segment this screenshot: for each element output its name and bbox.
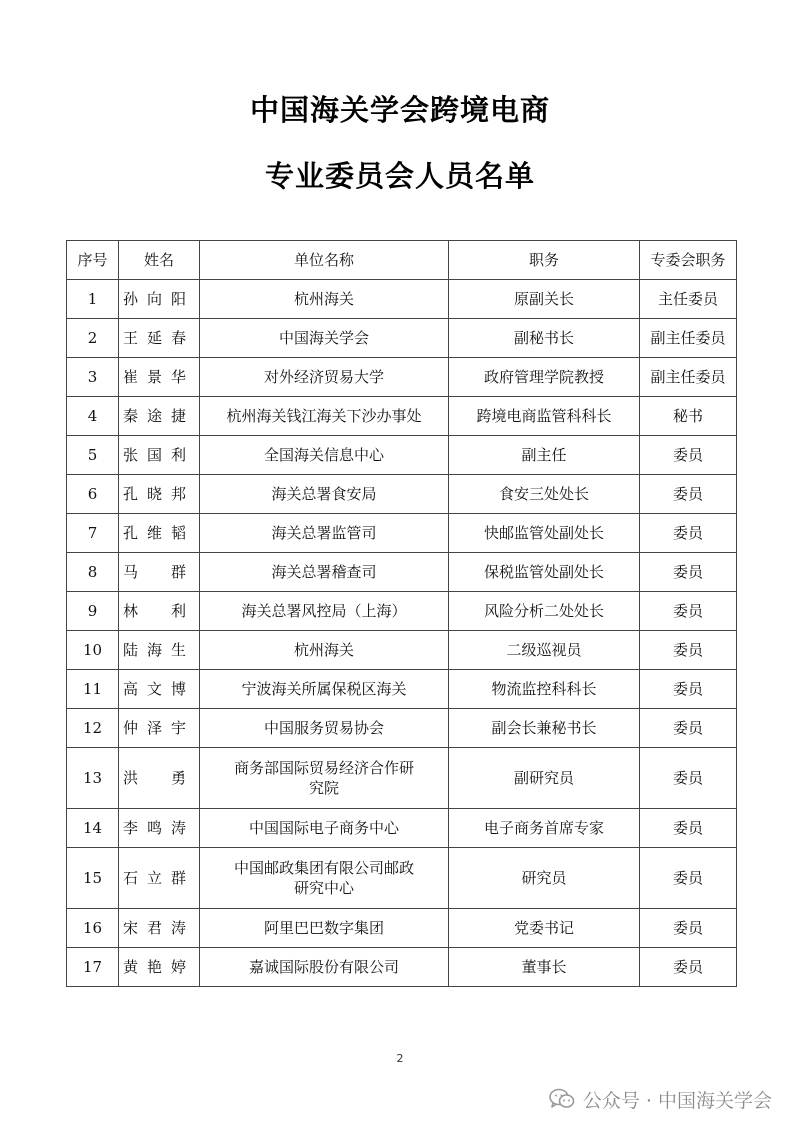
wechat-icon xyxy=(549,1088,575,1110)
row-unit: 中国服务贸易协会 xyxy=(200,709,449,748)
row-index: 2 xyxy=(67,319,119,358)
table-row xyxy=(67,948,737,987)
row-committee-role: 委员 xyxy=(640,709,737,748)
row-position: 副会长兼秘书长 xyxy=(449,709,640,748)
row-unit: 宁波海关所属保税区海关 xyxy=(200,670,449,709)
row-name: 李鸣涛 xyxy=(119,809,200,848)
row-committee-role: 委员 xyxy=(640,514,737,553)
row-index: 7 xyxy=(67,514,119,553)
row-unit: 海关总署食安局 xyxy=(200,475,449,514)
row-unit xyxy=(200,748,449,809)
row-unit: 中国国际电子商务中心 xyxy=(200,809,449,848)
row-index: 11 xyxy=(67,670,119,709)
row-position: 二级巡视员 xyxy=(449,631,640,670)
row-name: 仲泽宇 xyxy=(119,709,200,748)
row-index: 13 xyxy=(67,748,119,809)
table-row xyxy=(67,319,737,358)
row-name: 高文博 xyxy=(119,670,200,709)
row-index: 4 xyxy=(67,397,119,436)
row-position: 食安三处处长 xyxy=(449,475,640,514)
document-title-line1: 中国海关学会跨境电商 xyxy=(249,93,550,127)
row-committee-role: 副主任委员 xyxy=(640,319,737,358)
table-row xyxy=(67,280,737,319)
row-position: 副主任 xyxy=(449,436,640,475)
row-name: 洪 勇 xyxy=(119,748,200,809)
row-committee-role: 委员 xyxy=(640,475,737,514)
row-unit-line1: 中国邮政集团有限公司邮政 xyxy=(233,859,414,877)
row-unit: 全国海关信息中心 xyxy=(200,436,449,475)
table-row xyxy=(67,670,737,709)
table-row xyxy=(67,909,737,948)
row-committee-role: 主任委员 xyxy=(640,280,737,319)
row-name: 马 群 xyxy=(119,553,200,592)
row-unit: 嘉诚国际股份有限公司 xyxy=(200,948,449,987)
row-unit: 对外经济贸易大学 xyxy=(200,358,449,397)
row-position: 跨境电商监管科科长 xyxy=(449,397,640,436)
table-row xyxy=(67,475,737,514)
member-table xyxy=(66,240,737,987)
row-name: 孙向阳 xyxy=(119,280,200,319)
row-name: 黄艳婷 xyxy=(119,948,200,987)
row-committee-role: 委员 xyxy=(640,670,737,709)
table-row xyxy=(67,358,737,397)
row-unit: 海关总署监管司 xyxy=(200,514,449,553)
row-name: 秦途捷 xyxy=(119,397,200,436)
row-position: 副研究员 xyxy=(449,748,640,809)
row-unit: 杭州海关 xyxy=(200,631,449,670)
table-row xyxy=(67,436,737,475)
row-name: 林 利 xyxy=(119,592,200,631)
row-unit-line2: 研究中心 xyxy=(293,879,354,897)
watermark xyxy=(549,1086,772,1112)
table-row xyxy=(67,631,737,670)
table-header-row xyxy=(67,241,737,280)
row-unit-line1: 商务部国际贸易经济合作研 xyxy=(233,759,414,777)
table-row xyxy=(67,553,737,592)
row-unit: 海关总署风控局（上海） xyxy=(200,592,449,631)
row-index: 12 xyxy=(67,709,119,748)
table-row xyxy=(67,848,737,909)
row-unit: 阿里巴巴数字集团 xyxy=(200,909,449,948)
row-committee-role: 委员 xyxy=(640,909,737,948)
row-position: 党委书记 xyxy=(449,909,640,948)
row-committee-role: 副主任委员 xyxy=(640,358,737,397)
row-name: 崔景华 xyxy=(119,358,200,397)
row-name: 宋君涛 xyxy=(119,909,200,948)
table-row xyxy=(67,592,737,631)
row-name: 石立群 xyxy=(119,848,200,909)
row-index: 17 xyxy=(67,948,119,987)
header-position: 职务 xyxy=(449,241,640,280)
row-committee-role: 委员 xyxy=(640,631,737,670)
page-number: 2 xyxy=(396,1052,404,1065)
row-position: 电子商务首席专家 xyxy=(449,809,640,848)
table-row xyxy=(67,397,737,436)
row-index: 8 xyxy=(67,553,119,592)
row-index: 6 xyxy=(67,475,119,514)
row-committee-role: 委员 xyxy=(640,553,737,592)
row-position: 副秘书长 xyxy=(449,319,640,358)
row-unit: 杭州海关钱江海关下沙办事处 xyxy=(200,397,449,436)
table-row xyxy=(67,809,737,848)
row-position: 研究员 xyxy=(449,848,640,909)
watermark-text: 公众号 · 中国海关学会 xyxy=(582,1089,772,1112)
row-index: 5 xyxy=(67,436,119,475)
row-index: 15 xyxy=(67,848,119,909)
row-committee-role: 委员 xyxy=(640,809,737,848)
row-committee-role: 委员 xyxy=(640,748,737,809)
row-committee-role: 秘书 xyxy=(640,397,737,436)
row-name: 孔晓邦 xyxy=(119,475,200,514)
table-row xyxy=(67,709,737,748)
row-unit xyxy=(200,848,449,909)
row-committee-role: 委员 xyxy=(640,848,737,909)
row-index: 1 xyxy=(67,280,119,319)
row-index: 9 xyxy=(67,592,119,631)
header-name: 姓名 xyxy=(119,241,200,280)
row-position: 董事长 xyxy=(449,948,640,987)
document-title-line2: 专业委员会人员名单 xyxy=(264,159,535,193)
row-unit: 杭州海关 xyxy=(200,280,449,319)
row-unit: 中国海关学会 xyxy=(200,319,449,358)
row-name: 张国利 xyxy=(119,436,200,475)
row-position: 风险分析二处处长 xyxy=(449,592,640,631)
row-position: 物流监控科科长 xyxy=(449,670,640,709)
table-row xyxy=(67,514,737,553)
row-committee-role: 委员 xyxy=(640,436,737,475)
row-position: 快邮监管处副处长 xyxy=(449,514,640,553)
row-unit: 海关总署稽查司 xyxy=(200,553,449,592)
row-index: 14 xyxy=(67,809,119,848)
header-committee-role: 专委会职务 xyxy=(640,241,737,280)
header-index: 序号 xyxy=(67,241,119,280)
header-unit: 单位名称 xyxy=(200,241,449,280)
row-index: 3 xyxy=(67,358,119,397)
row-name: 孔维韬 xyxy=(119,514,200,553)
row-committee-role: 委员 xyxy=(640,592,737,631)
row-name: 陆海生 xyxy=(119,631,200,670)
row-index: 16 xyxy=(67,909,119,948)
row-position: 政府管理学院教授 xyxy=(449,358,640,397)
row-position: 原副关长 xyxy=(449,280,640,319)
row-position: 保税监管处副处长 xyxy=(449,553,640,592)
row-name: 王延春 xyxy=(119,319,200,358)
row-index: 10 xyxy=(67,631,119,670)
table-row xyxy=(67,748,737,809)
row-unit-line2: 究院 xyxy=(308,779,339,797)
row-committee-role: 委员 xyxy=(640,948,737,987)
